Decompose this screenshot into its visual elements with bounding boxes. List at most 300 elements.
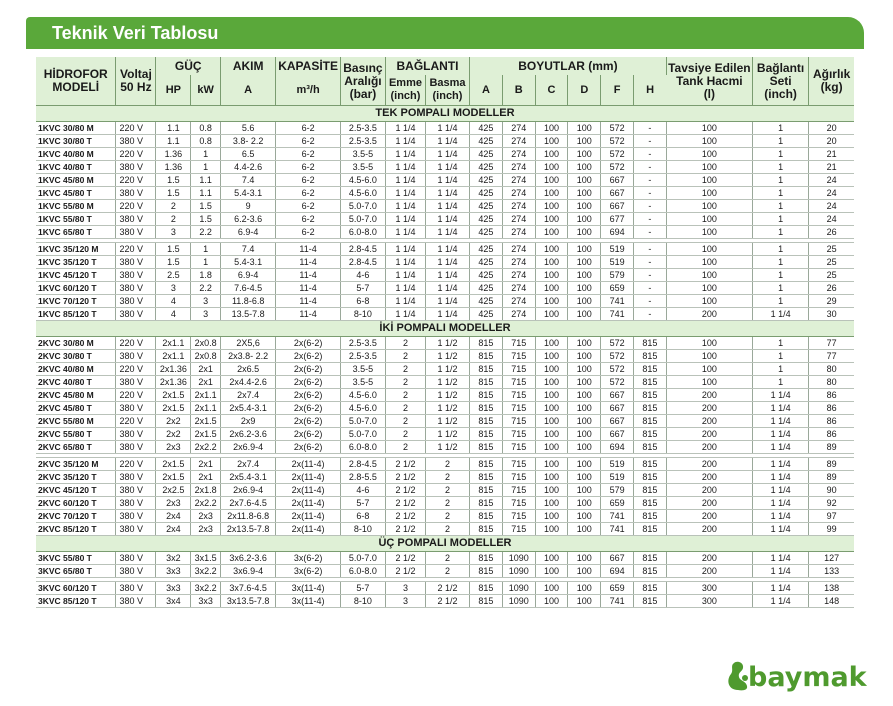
table-cell: 380 V — [116, 161, 156, 174]
table-cell: 11-4 — [276, 256, 341, 269]
table-cell: 6-2 — [276, 187, 341, 200]
table-cell: 100 — [535, 243, 568, 256]
table-row — [36, 282, 854, 295]
table-cell: 1 1/4 — [752, 471, 808, 484]
table-cell: 1.1 — [191, 187, 221, 200]
table-cell: 2x(6-2) — [276, 350, 341, 363]
table-cell: 6-2 — [276, 174, 341, 187]
header-discharge: Basma (inch) — [425, 75, 469, 106]
table-cell: 572 — [601, 363, 634, 376]
table-cell: 1 1/4 — [752, 441, 808, 454]
table-cell: 1.8 — [191, 269, 221, 282]
header-dim-d: D — [568, 75, 601, 106]
table-cell: 4-6 — [340, 484, 385, 497]
table-cell: 425 — [470, 174, 503, 187]
table-cell: 380 V — [116, 269, 156, 282]
table-row — [36, 565, 854, 578]
table-cell: 6.5 — [220, 148, 275, 161]
table-cell: 6-2 — [276, 200, 341, 213]
table-cell: 659 — [601, 282, 634, 295]
table-cell: 2x1.1 — [156, 350, 191, 363]
table-cell: 715 — [502, 350, 535, 363]
table-cell: 2KVC 55/80 M — [36, 415, 116, 428]
table-cell: 815 — [470, 523, 503, 536]
table-cell: 77 — [809, 337, 854, 350]
table-cell: 3x13.5-7.8 — [220, 595, 275, 608]
table-row — [36, 552, 854, 565]
table-cell: 1 1/4 — [385, 282, 425, 295]
table-cell: 11.8-6.8 — [220, 295, 275, 308]
table-cell: 2KVC 35/120 M — [36, 458, 116, 471]
table-cell: 100 — [666, 376, 752, 389]
table-row — [36, 337, 854, 350]
table-cell: 100 — [535, 295, 568, 308]
table-row — [36, 389, 854, 402]
table-cell: 100 — [666, 350, 752, 363]
table-cell: 425 — [470, 256, 503, 269]
table-cell: 380 V — [116, 523, 156, 536]
table-cell: 380 V — [116, 595, 156, 608]
table-cell: 100 — [568, 595, 601, 608]
table-cell: 7.4 — [220, 243, 275, 256]
table-cell: 2x1 — [191, 458, 221, 471]
page-title: Teknik Veri Tablosu — [52, 23, 219, 43]
table-cell: 274 — [502, 282, 535, 295]
table-cell: 1 1/4 — [752, 523, 808, 536]
table-cell: 100 — [568, 308, 601, 321]
table-cell: 1KVC 35/120 T — [36, 256, 116, 269]
table-cell: 11-4 — [276, 269, 341, 282]
table-cell: 2 — [385, 389, 425, 402]
table-cell: 274 — [502, 243, 535, 256]
table-cell: 3KVC 65/80 T — [36, 565, 116, 578]
table-cell: 2x0.8 — [191, 337, 221, 350]
table-cell: 1 — [752, 135, 808, 148]
table-cell: 1 1/4 — [425, 148, 469, 161]
table-cell: 1.5 — [156, 256, 191, 269]
table-cell: 80 — [809, 376, 854, 389]
table-cell: 667 — [601, 402, 634, 415]
table-cell: 2x1 — [191, 471, 221, 484]
table-cell: - — [634, 187, 667, 200]
table-cell: 2x9 — [220, 415, 275, 428]
table-cell: 2x1.5 — [156, 389, 191, 402]
table-cell: 667 — [601, 187, 634, 200]
table-cell: 6.9-4 — [220, 269, 275, 282]
table-cell: 741 — [601, 595, 634, 608]
table-cell: 100 — [535, 376, 568, 389]
table-cell: 2 — [385, 376, 425, 389]
table-cell: 8-10 — [340, 308, 385, 321]
table-cell: 2.5-3.5 — [340, 135, 385, 148]
table-cell: 2 1/2 — [385, 552, 425, 565]
table-cell: 1 1/4 — [752, 552, 808, 565]
table-cell: 815 — [470, 363, 503, 376]
header-connection-set: Bağlantı Seti (inch) — [752, 57, 808, 106]
header-capacity-unit: m³/h — [276, 75, 341, 106]
table-cell: 7.6-4.5 — [220, 282, 275, 295]
table-cell: 2.8-4.5 — [340, 243, 385, 256]
table-cell: 2KVC 45/80 T — [36, 402, 116, 415]
table-cell: 815 — [634, 415, 667, 428]
table-cell: 2x1.5 — [156, 458, 191, 471]
table-row — [36, 269, 854, 282]
table-cell: 3x3 — [191, 595, 221, 608]
table-cell: 1 — [752, 243, 808, 256]
table-cell: 100 — [535, 510, 568, 523]
table-cell: 2x5.4-3.1 — [220, 471, 275, 484]
table-cell: 815 — [634, 565, 667, 578]
table-cell: 815 — [634, 510, 667, 523]
table-cell: 100 — [568, 187, 601, 200]
table-cell: 1 1/4 — [752, 510, 808, 523]
table-cell: 1 1/4 — [385, 135, 425, 148]
table-cell: 2x4 — [156, 523, 191, 536]
table-cell: 100 — [568, 363, 601, 376]
table-cell: 659 — [601, 497, 634, 510]
table-cell: 1 1/4 — [385, 187, 425, 200]
table-cell: 1 1/2 — [425, 415, 469, 428]
table-cell: 2 — [425, 458, 469, 471]
table-cell: 1KVC 55/80 M — [36, 200, 116, 213]
table-cell: 100 — [535, 187, 568, 200]
table-cell: 715 — [502, 441, 535, 454]
header-connection: BAĞLANTI — [385, 57, 469, 75]
table-cell: 715 — [502, 428, 535, 441]
table-cell: 815 — [470, 595, 503, 608]
table-cell: 2x1.8 — [191, 484, 221, 497]
table-cell: 6-2 — [276, 148, 341, 161]
table-cell: - — [634, 161, 667, 174]
table-cell: 100 — [535, 308, 568, 321]
table-cell: 667 — [601, 389, 634, 402]
table-cell: 677 — [601, 213, 634, 226]
table-cell: 220 V — [116, 174, 156, 187]
table-cell: 200 — [666, 510, 752, 523]
table-cell: 274 — [502, 295, 535, 308]
table-cell: - — [634, 256, 667, 269]
table-cell: 25 — [809, 269, 854, 282]
table-cell: 2x7.6-4.5 — [220, 497, 275, 510]
table-row — [36, 256, 854, 269]
table-cell: 3x2.2 — [191, 582, 221, 595]
table-cell: 1KVC 40/80 T — [36, 161, 116, 174]
table-cell: 3 — [191, 295, 221, 308]
table-cell: 274 — [502, 200, 535, 213]
table-cell: 274 — [502, 308, 535, 321]
table-cell: 274 — [502, 148, 535, 161]
table-cell: 100 — [568, 484, 601, 497]
table-cell: 200 — [666, 565, 752, 578]
table-cell: 1 — [752, 337, 808, 350]
table-cell: 100 — [535, 565, 568, 578]
table-cell: 2KVC 70/120 T — [36, 510, 116, 523]
table-cell: 4 — [156, 295, 191, 308]
table-cell: 2 — [385, 428, 425, 441]
table-cell: 425 — [470, 213, 503, 226]
table-cell: 2KVC 45/120 T — [36, 484, 116, 497]
table-cell: 380 V — [116, 471, 156, 484]
table-cell: 1 1/4 — [385, 200, 425, 213]
table-cell: 2x11.8-6.8 — [220, 510, 275, 523]
table-cell: 24 — [809, 200, 854, 213]
table-cell: 380 V — [116, 282, 156, 295]
table-cell: 380 V — [116, 350, 156, 363]
table-cell: 715 — [502, 376, 535, 389]
table-cell: 2x(6-2) — [276, 441, 341, 454]
table-cell: 380 V — [116, 256, 156, 269]
table-cell: 1 1/4 — [385, 213, 425, 226]
table-cell: 425 — [470, 282, 503, 295]
table-cell: 3 — [385, 595, 425, 608]
table-cell: 274 — [502, 269, 535, 282]
table-cell: 1 1/2 — [425, 389, 469, 402]
table-body — [36, 106, 854, 608]
table-cell: 1 1/2 — [425, 402, 469, 415]
table-cell: 100 — [535, 415, 568, 428]
table-cell: 2.8-4.5 — [340, 256, 385, 269]
table-cell: 6-2 — [276, 213, 341, 226]
table-cell: 715 — [502, 510, 535, 523]
table-cell: 100 — [535, 269, 568, 282]
header-dim-c: C — [535, 75, 568, 106]
table-cell: - — [634, 135, 667, 148]
table-cell: 815 — [634, 595, 667, 608]
table-cell: 100 — [535, 363, 568, 376]
table-cell: 26 — [809, 226, 854, 239]
table-cell: 92 — [809, 497, 854, 510]
table-cell: - — [634, 243, 667, 256]
table-cell: 100 — [666, 213, 752, 226]
table-cell: 1 1/4 — [425, 187, 469, 200]
table-cell: 1KVC 60/120 T — [36, 282, 116, 295]
table-cell: 572 — [601, 161, 634, 174]
table-cell: 100 — [568, 243, 601, 256]
table-cell: 1 1/4 — [385, 256, 425, 269]
table-cell: 4.5-6.0 — [340, 187, 385, 200]
header-tank: Tavsiye Edilen Tank Hacmi (l) — [666, 57, 752, 106]
table-cell: 1 1/4 — [425, 200, 469, 213]
table-cell: 3.5-5 — [340, 148, 385, 161]
table-cell: 8-10 — [340, 523, 385, 536]
technical-data-table — [36, 57, 854, 608]
table-cell: 1KVC 40/80 M — [36, 148, 116, 161]
table-cell: 26 — [809, 282, 854, 295]
table-cell: 6.9-4 — [220, 226, 275, 239]
table-cell: 1 1/4 — [385, 174, 425, 187]
table-cell: 1KVC 30/80 M — [36, 122, 116, 135]
table-cell: 1 1/4 — [425, 226, 469, 239]
table-cell: 220 V — [116, 389, 156, 402]
table-cell: 815 — [634, 484, 667, 497]
table-cell: 2 — [156, 200, 191, 213]
header-capacity: KAPASİTE — [276, 57, 341, 75]
table-cell: 1KVC 30/80 T — [36, 135, 116, 148]
table-cell: 2KVC 55/80 T — [36, 428, 116, 441]
table-cell: 100 — [568, 200, 601, 213]
section-title: ÜÇ POMPALI MODELLER — [36, 536, 854, 552]
table-cell: 1.5 — [191, 213, 221, 226]
table-cell: 2x2.2 — [191, 497, 221, 510]
table-cell: 300 — [666, 582, 752, 595]
table-cell: 2x2.5 — [156, 484, 191, 497]
table-cell: 100 — [535, 582, 568, 595]
table-cell: 425 — [470, 295, 503, 308]
table-cell: 274 — [502, 226, 535, 239]
table-cell: 3KVC 60/120 T — [36, 582, 116, 595]
table-cell: 86 — [809, 389, 854, 402]
table-cell: 200 — [666, 552, 752, 565]
table-cell: 815 — [470, 582, 503, 595]
table-cell: 220 V — [116, 458, 156, 471]
table-cell: 100 — [535, 350, 568, 363]
table-cell: 133 — [809, 565, 854, 578]
table-cell: 2x1.36 — [156, 363, 191, 376]
table-cell: 86 — [809, 415, 854, 428]
table-row — [36, 471, 854, 484]
table-row — [36, 295, 854, 308]
table-cell: 2x1 — [191, 376, 221, 389]
table-cell: 3KVC 85/120 T — [36, 595, 116, 608]
table-cell: 572 — [601, 350, 634, 363]
table-cell: 2 1/2 — [385, 497, 425, 510]
table-cell: 11-4 — [276, 243, 341, 256]
table-cell: 13.5-7.8 — [220, 308, 275, 321]
table-cell: 2 1/2 — [385, 458, 425, 471]
table-cell: 4.5-6.0 — [340, 174, 385, 187]
table-cell: 5-7 — [340, 497, 385, 510]
table-cell: 694 — [601, 565, 634, 578]
table-cell: 25 — [809, 243, 854, 256]
table-cell: 1 1/2 — [425, 350, 469, 363]
table-cell: 100 — [535, 458, 568, 471]
table-cell: 715 — [502, 337, 535, 350]
table-cell: 100 — [568, 148, 601, 161]
header-pressure: Basınç Aralığı (bar) — [340, 57, 385, 106]
table-cell: 100 — [568, 295, 601, 308]
table-cell: 3x3 — [156, 565, 191, 578]
table-cell: 1 — [752, 256, 808, 269]
table-cell: 2x(6-2) — [276, 337, 341, 350]
table-cell: 815 — [634, 337, 667, 350]
table-cell: 6.0-8.0 — [340, 441, 385, 454]
table-cell: 380 V — [116, 565, 156, 578]
table-cell: 2x1.36 — [156, 376, 191, 389]
table-cell: 2x7.4 — [220, 389, 275, 402]
table-cell: 815 — [634, 582, 667, 595]
table-cell: 572 — [601, 148, 634, 161]
table-cell: 2 — [425, 510, 469, 523]
table-cell: 2x(11-4) — [276, 471, 341, 484]
table-cell: 2x1.5 — [156, 471, 191, 484]
table-cell: 2 1/2 — [425, 595, 469, 608]
table-cell: 0.8 — [191, 122, 221, 135]
table-cell: 2x(11-4) — [276, 523, 341, 536]
table-cell: 815 — [470, 389, 503, 402]
table-cell: 100 — [666, 122, 752, 135]
table-cell: 815 — [634, 471, 667, 484]
table-cell: 100 — [666, 256, 752, 269]
table-cell: 2x3 — [191, 510, 221, 523]
table-cell: 425 — [470, 243, 503, 256]
table-cell: 1 — [752, 269, 808, 282]
table-cell: 2x6.9-4 — [220, 441, 275, 454]
table-cell: 11-4 — [276, 295, 341, 308]
table-cell: 2x(11-4) — [276, 458, 341, 471]
table-cell: 100 — [666, 269, 752, 282]
table-cell: 579 — [601, 269, 634, 282]
table-cell: 6.0-8.0 — [340, 565, 385, 578]
table-cell: 3.5-5 — [340, 161, 385, 174]
table-cell: 2 — [385, 363, 425, 376]
section-header-row — [36, 106, 854, 122]
table-cell: - — [634, 282, 667, 295]
table-cell: 2 — [385, 350, 425, 363]
table-cell: 4.4-2.6 — [220, 161, 275, 174]
table-cell: 1 1/4 — [425, 282, 469, 295]
table-cell: 100 — [568, 282, 601, 295]
table-cell: 1 1/4 — [425, 135, 469, 148]
table-cell: 2x1.1 — [191, 389, 221, 402]
table-cell: 3x2 — [156, 552, 191, 565]
table-cell: 1090 — [502, 595, 535, 608]
table-cell: - — [634, 295, 667, 308]
table-cell: 2x1.1 — [191, 402, 221, 415]
table-cell: 100 — [568, 582, 601, 595]
table-cell: 380 V — [116, 308, 156, 321]
table-cell: 1 — [752, 226, 808, 239]
table-cell: 380 V — [116, 441, 156, 454]
table-cell: 100 — [535, 484, 568, 497]
table-cell: 2x(11-4) — [276, 497, 341, 510]
table-cell: 100 — [666, 187, 752, 200]
table-cell: 100 — [666, 200, 752, 213]
table-cell: 659 — [601, 582, 634, 595]
table-cell: 5.0-7.0 — [340, 552, 385, 565]
table-cell: 715 — [502, 389, 535, 402]
header-dimensions: BOYUTLAR (mm) — [470, 57, 667, 75]
table-cell: 100 — [568, 552, 601, 565]
table-cell: 2x3 — [191, 523, 221, 536]
table-cell: 815 — [634, 441, 667, 454]
table-cell: 100 — [568, 441, 601, 454]
table-cell: 100 — [666, 243, 752, 256]
table-cell: 200 — [666, 523, 752, 536]
table-cell: 4-6 — [340, 269, 385, 282]
header-kw: kW — [191, 75, 221, 106]
table-cell: 100 — [568, 415, 601, 428]
table-cell: - — [634, 174, 667, 187]
section-title: İKİ POMPALI MODELLER — [36, 321, 854, 337]
table-cell: 1KVC 45/80 M — [36, 174, 116, 187]
table-cell: 1 1/4 — [385, 269, 425, 282]
table-cell: 2x3 — [156, 441, 191, 454]
table-cell: 2x(6-2) — [276, 363, 341, 376]
header-suction: Emme (inch) — [385, 75, 425, 106]
table-row — [36, 243, 854, 256]
table-cell: 572 — [601, 135, 634, 148]
table-cell: 3x3 — [156, 582, 191, 595]
table-cell: 274 — [502, 122, 535, 135]
table-cell: 715 — [502, 484, 535, 497]
table-cell: 3x1.5 — [191, 552, 221, 565]
table-cell: 741 — [601, 523, 634, 536]
table-cell: 2x2.2 — [191, 441, 221, 454]
table-cell: 200 — [666, 308, 752, 321]
header-current-unit: A — [220, 75, 275, 106]
header-power: GÜÇ — [156, 57, 221, 75]
table-cell: 6-2 — [276, 161, 341, 174]
